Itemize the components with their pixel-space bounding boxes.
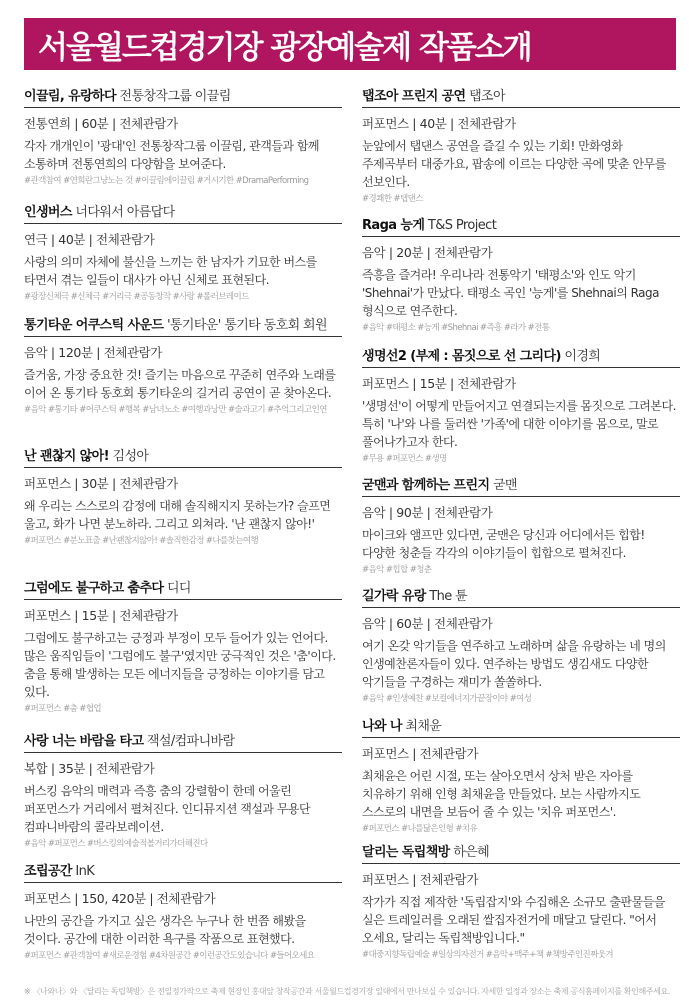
program-description: 눈앞에서 탭댄스 공연을 즐길 수 있는 기회! 만화영화 주제곡부터 대중가요, 팝송에 이르는 다양한 곡에 맞춘 안무를 선보인다. bbox=[362, 139, 666, 189]
program-item bbox=[362, 348, 680, 466]
program-name: 조립공간 bbox=[24, 864, 72, 879]
program-tags: #무용 #퍼포먼스 #생명 bbox=[362, 454, 447, 464]
program-meta: 연극 | 40분 | 전체관람가 bbox=[24, 232, 155, 247]
program-title bbox=[24, 88, 342, 108]
program-item bbox=[362, 718, 680, 836]
program-artist: 하은혜 bbox=[453, 845, 490, 860]
program-tags: #대중지향독립예술 #일상의자전거 #음악+맥주+책 #책방주인진짜웃겨 bbox=[362, 950, 613, 960]
program-description: 왜 우리는 스스로의 감정에 대해 솔직해지지 못하는가? 슬프면 울고, 화가 나면 분노하라. 그리고 외쳐라. '난 괜찮지 않아!' bbox=[24, 499, 331, 531]
program-item bbox=[362, 588, 680, 706]
program-name: 사랑 너는 바람을 타고 bbox=[24, 734, 144, 749]
program-meta: 퍼포먼스 | 전체관람가 bbox=[362, 872, 479, 887]
program-artist: 이경희 bbox=[564, 349, 601, 364]
program-item bbox=[24, 317, 342, 417]
program-title bbox=[24, 580, 342, 600]
program-tags: #음악 #통기타 #어쿠스틱 #행복 #남녀노소 #여행과낭만 #술과고기 #추억그리고인연 bbox=[24, 405, 327, 415]
program-title bbox=[362, 217, 680, 237]
program-meta: 음악 | 20분 | 전체관람가 bbox=[362, 245, 493, 260]
program-title bbox=[362, 588, 680, 608]
program-item bbox=[24, 863, 342, 963]
program-name: Raga 능게 bbox=[362, 218, 425, 233]
program-item bbox=[362, 477, 680, 577]
program-meta: 음악 | 90분 | 전체관람가 bbox=[362, 505, 493, 520]
program-tags: #음악 #힙합 #청춘 bbox=[362, 565, 432, 575]
program-artist: The 튠 bbox=[429, 589, 468, 604]
program-tags: #음악 #퍼포먼스 #버스킹의예술적볼거리가더해진다 bbox=[24, 839, 208, 849]
program-description: 마이크와 앰프만 있다면, 굳맨은 당신과 어디에서든 힙합! 다양한 청춘들 각각의 이야기들이 힙합으로 펼쳐진다. bbox=[362, 528, 645, 560]
program-item bbox=[24, 580, 342, 716]
program-artist: 굳맨 bbox=[492, 478, 517, 493]
program-title bbox=[24, 733, 342, 753]
program-title bbox=[24, 448, 342, 468]
program-title bbox=[362, 718, 680, 738]
program-tags: #광장신체극 #신체극 #거리극 #공동창작 #사랑 #롤러브레이드 bbox=[24, 292, 249, 302]
program-meta: 음악 | 120분 | 전체관람가 bbox=[24, 345, 162, 360]
program-description: 즉흥을 즐겨라! 우리나라 전통악기 '태평소'와 인도 악기 'Shehnai'가 만났다. 태평소 곡인 '능게'를 Shehnai의 Raga 형식으로 연주한다. bbox=[362, 268, 659, 318]
program-description: 여기 온갖 악기들을 연주하고 노래하며 삶을 유랑하는 네 명의 인생예찬론자들이 있다. 연주하는 방법도 생김새도 다양한 악기들을 구경하는 재미가 쏠쏠하다. bbox=[362, 639, 666, 689]
program-title bbox=[362, 477, 680, 497]
footnote: ※ 〈나와나〉와 〈달리는 독립책방〉은 전일정가작으로 축제 현장인 홍대앞 창작공간과 서울월드컵경기장 일대에서 만나보실 수 있습니다. 자세한 일정과 장소는 축제 공식홈페이지를 확인해주세요. bbox=[24, 987, 670, 996]
program-artist: 최채윤 bbox=[405, 719, 442, 734]
program-meta: 퍼포먼스 | 150, 420분 | 전체관람가 bbox=[24, 891, 216, 906]
program-item bbox=[362, 88, 680, 206]
program-tags: #음악 #인생예찬 #보컬에너지가끝장이야 #여성 bbox=[362, 694, 532, 704]
program-name: 나와 나 bbox=[362, 719, 402, 734]
program-tags: #관객참여 #연희란그냥노는 것 #이끌림에이끌림 #거시기한 #DramaPerforming bbox=[24, 176, 309, 186]
program-name: 달리는 독립책방 bbox=[362, 845, 450, 860]
program-meta: 퍼포먼스 | 40분 | 전체관람가 bbox=[362, 116, 516, 131]
program-artist: T&S Project bbox=[427, 218, 497, 233]
program-meta: 음악 | 60분 | 전체관람가 bbox=[362, 616, 493, 631]
program-description: 사랑의 의미 자체에 불신을 느끼는 한 남자가 기묘한 버스를 타면서 겪는 일들이 대사가 아닌 신체로 표현된다. bbox=[24, 255, 317, 287]
program-meta: 퍼포먼스 | 15분 | 전체관람가 bbox=[362, 376, 516, 391]
program-description: '생명선'이 어떻게 만들어지고 연결되는지를 몸짓으로 그려본다. 특히 '나'와 나를 둘러싼 '가족'에 대한 이야기를 몸으로, 말로 풀어나가고자 한다. bbox=[362, 399, 676, 449]
program-description: 나만의 공간을 가지고 싶은 생각은 누구나 한 번쯤 해봤을 것이다. 공간에 대한 이러한 욕구를 작품으로 표현했다. bbox=[24, 914, 306, 946]
program-title bbox=[24, 317, 342, 337]
program-name: 생명선2 (부제 : 몸짓으로 선 그리다) bbox=[362, 349, 561, 364]
program-artist: 김성아 bbox=[112, 449, 149, 464]
program-artist: 잭설/컴파니바람 bbox=[146, 734, 235, 749]
program-item bbox=[362, 217, 680, 335]
program-description: 버스킹 음악의 매력과 즉흥 춤의 강렬함이 한데 어울린 퍼포먼스가 거리에서 펼쳐진다. 인디뮤지션 잭설과 무용단 컴파니바람의 콜라보레이션. bbox=[24, 784, 311, 834]
program-artist: '통기타운' 통기타 동호회 회원 bbox=[166, 318, 327, 333]
program-artist: 탭조아 bbox=[469, 89, 505, 104]
program-name: 인생버스 bbox=[24, 205, 72, 220]
program-title bbox=[362, 88, 680, 108]
program-title bbox=[362, 844, 680, 864]
program-description: 그럼에도 불구하고는 긍정과 부정이 모두 들어가 있는 언어다. 많은 움직임들이 '그럼에도 불구'였지만 궁극적인 것은 '춤'이다. 춤을 통해 발생하는 모든 에너지들을 긍정하는 이야기를 담고 있다. bbox=[24, 631, 336, 699]
program-tags: #음악 #태평소 #능게 #Shehnai #즉흥 #라가 #전통 bbox=[362, 323, 550, 333]
program-item bbox=[24, 88, 342, 188]
program-description: 각자 개개인이 '광대'인 전통창작그룹 이끌림, 관객들과 함께 소통하며 전통연희의 다양함을 보여준다. bbox=[24, 139, 320, 171]
program-tags: #퍼포먼스 #나를닮은인형 #치유 bbox=[362, 824, 478, 834]
program-item bbox=[24, 733, 342, 851]
program-artist: 전통창작그룹 이끌림 bbox=[119, 89, 231, 104]
program-description: 최채윤은 어린 시절, 또는 살아오면서 상처 받은 자아를 치유하기 위해 인형 최채윤을 만들었다. 보는 사람까지도 스스로의 내면을 보듬어 줄 수 있는 '치유 퍼포먼스'. bbox=[362, 769, 641, 819]
program-tags: #경쾌한 #탭댄스 bbox=[362, 194, 423, 204]
program-item bbox=[24, 204, 342, 304]
program-title bbox=[24, 863, 342, 883]
program-title bbox=[362, 348, 680, 368]
program-name: 그럼에도 불구하고 춤추다 bbox=[24, 581, 164, 596]
page-title: 서울월드컵경기장 광장예술제 작품소개 bbox=[24, 18, 676, 70]
program-name: 탭조아 프린지 공연 bbox=[362, 89, 466, 104]
program-name: 길가락 유랑 bbox=[362, 589, 426, 604]
program-meta: 전통연희 | 60분 | 전체관람가 bbox=[24, 116, 178, 131]
program-tags: #퍼포먼스 #분노표출 #난괜찮지않아! #솔직한감정 #나를찾는여행 bbox=[24, 536, 259, 546]
program-name: 이끌림, 유랑하다 bbox=[24, 89, 116, 104]
program-meta: 퍼포먼스 | 15분 | 전체관람가 bbox=[24, 608, 178, 623]
program-description: 즐거움, 가장 중요한 것! 즐기는 마음으로 꾸준히 연주와 노래를 이어 온 통기타 동호회 통기타운의 길거리 공연이 곧 찾아온다. bbox=[24, 368, 336, 400]
program-name: 난 괜찮지 않아! bbox=[24, 449, 109, 464]
program-item bbox=[362, 844, 680, 962]
program-name: 통기타운 어쿠스틱 사운드 bbox=[24, 318, 164, 333]
program-artist: 너다워서 아름답다 bbox=[75, 205, 175, 220]
program-artist: 디디 bbox=[166, 581, 191, 596]
program-tags: #퍼포먼스 #춤 #협업 bbox=[24, 704, 102, 714]
program-title bbox=[24, 204, 342, 224]
program-item bbox=[24, 448, 342, 548]
program-meta: 퍼포먼스 | 30분 | 전체관람가 bbox=[24, 476, 178, 491]
program-artist: InK bbox=[75, 864, 95, 879]
program-tags: #퍼포먼스 #관객참여 #새로운경험 #4차원공간 #이런공간도있습니다 #들어오세요 bbox=[24, 951, 315, 961]
program-description: 작가가 직접 제작한 '독립잡지'와 수집해온 소규모 출판물들을 실은 트레일러를 오래된 쌀집자전거에 매달고 달린다. "어서 오세요, 달리는 독립책방입니다." bbox=[362, 895, 665, 945]
program-meta: 복합 | 35분 | 전체관람가 bbox=[24, 761, 155, 776]
program-meta: 퍼포먼스 | 전체관람가 bbox=[362, 746, 479, 761]
program-name: 굳맨과 함께하는 프린지 bbox=[362, 478, 490, 493]
